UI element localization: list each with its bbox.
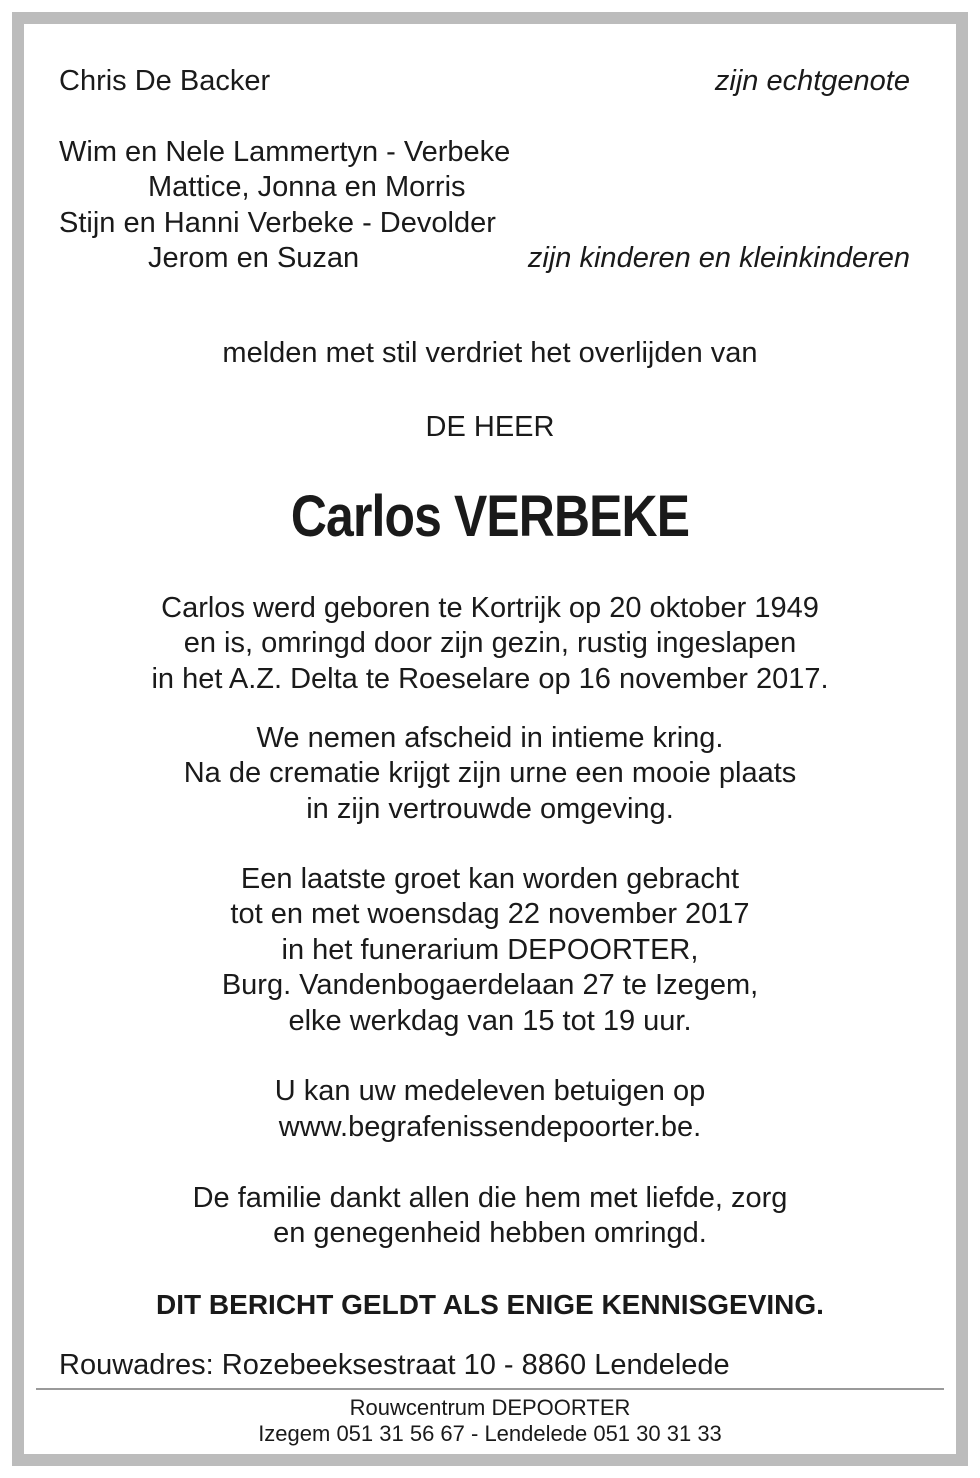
thanks-line-2: en genegenheid hebben omringd. [273,1217,707,1249]
condolence-website: www.begrafenissendepoorter.be. [278,1111,702,1143]
visitation-line-5: elke werkdag van 15 tot 19 uur. [288,1005,692,1037]
mourning-address: Rouwadres: Rozebeeksestraat 10 - 8860 Lendelede [59,1349,730,1381]
visitation-line-1: Een laatste groet kan worden gebracht [240,863,740,895]
child-2: Stijn en Hanni Verbeke - Devolder [59,207,496,239]
funeral-home-phones: Izegem 051 31 56 67 - Lendelede 051 30 31 33 [258,1421,722,1446]
condolence-line-1: U kan uw medeleven betuigen op [274,1075,706,1107]
birth-line-1: Carlos werd geboren te Kortrijk op 20 oktober 1949 [161,592,819,624]
birth-line-3: in het A.Z. Delta te Roeselare op 16 november 2017. [151,663,829,695]
farewell-line-2: Na de crematie krijgt zijn urne een mooie plaats [183,757,797,789]
obituary-frame [12,12,968,1466]
footer-divider [36,1388,944,1390]
children-relation: zijn kinderen en kleinkinderen [527,242,910,274]
spouse-name: Chris De Backer [59,65,271,97]
grandchildren-1: Mattice, Jonna en Morris [148,171,466,203]
official-notice: DIT BERICHT GELDT ALS ENIGE KENNISGEVING. [156,1289,824,1320]
child-1: Wim en Nele Lammertyn - Verbeke [59,136,511,168]
deceased-name: Carlos VERBEKE [290,484,690,549]
visitation-line-4: Burg. Vandenbogaerdelaan 27 te Izegem, [221,969,759,1001]
visitation-line-2: tot en met woensdag 22 november 2017 [230,898,750,930]
farewell-line-3: in zijn vertrouwde omgeving. [306,793,674,825]
farewell-line-1: We nemen afscheid in intieme kring. [256,722,724,754]
grandchildren-2: Jerom en Suzan [148,242,360,274]
thanks-line-1: De familie dankt allen die hem met liefde, zorg [192,1182,788,1214]
honorific: DE HEER [425,411,555,443]
birth-line-2: en is, omringd door zijn gezin, rustig ingeslapen [183,627,797,659]
announcement-intro: melden met stil verdriet het overlijden van [222,337,758,369]
funeral-home-name: Rouwcentrum DEPOORTER [349,1395,631,1420]
obituary-content [24,24,956,1454]
spouse-relation: zijn echtgenote [714,65,910,97]
visitation-line-3: in het funerarium DEPOORTER, [281,934,699,966]
